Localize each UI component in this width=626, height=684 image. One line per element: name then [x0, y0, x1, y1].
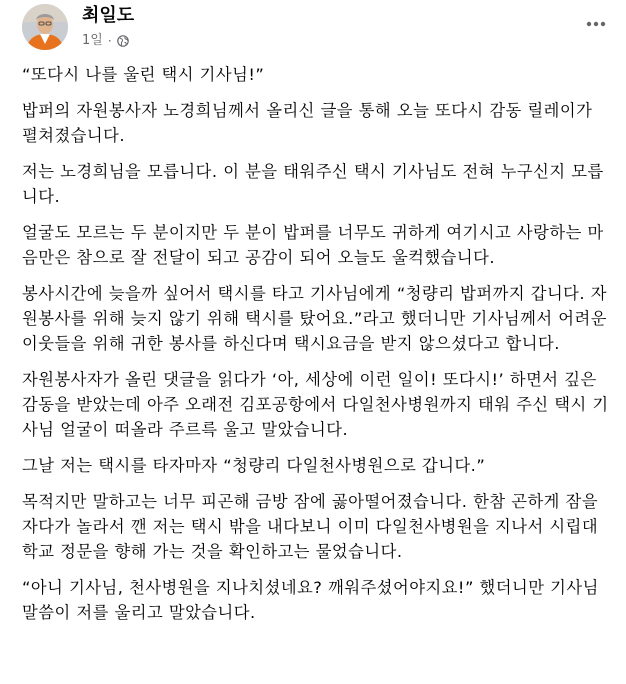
post-paragraph: 저는 노경희님을 모릅니다. 이 분을 태워주신 택시 기사님도 전혀 누구신지 모릅니다.	[22, 162, 604, 206]
post-meta	[82, 32, 129, 50]
post-paragraph: “또다시 나를 울린 택시 기사님!”	[22, 65, 265, 84]
post-paragraph: 그날 저는 택시를 타자마자 “청량리 다일천사병원으로 갑니다.”	[22, 456, 486, 475]
post-paragraph: “아니 기사님, 천사병원을 지나치셨네요? 깨워주셨어야지요!” 했더니만 기사님 말씀이 저를 울리고 말았습니다.	[22, 578, 599, 622]
more-options-button[interactable]	[578, 6, 614, 42]
post-paragraph: 얼굴도 모르는 두 분이지만 두 분이 밥퍼를 너무도 귀하게 여기시고 사랑하는 마음만은 참으로 잘 전달이 되고 공감이 되어 오늘도 울컥했습니다.	[22, 223, 604, 267]
post-header	[18, 0, 618, 60]
meta-separator: ·	[107, 34, 112, 48]
post-paragraph: 밥퍼의 자원봉사자 노경희님께서 올리신 글을 통해 오늘 또다시 감동 릴레이가 펼쳐졌습니다.	[22, 101, 593, 145]
avatar[interactable]	[22, 4, 68, 50]
globe-icon[interactable]	[117, 35, 129, 47]
author-name[interactable]: 최일도	[82, 5, 135, 26]
post-paragraph: 자원봉사자가 올린 댓글을 읽다가 ‘아, 세상에 이런 일이! 또다시!’ 하면서 깊은 감동을 받았는데 아주 오래전 김포공항에서 다일천사병원까지 태워 주신 택시 기사님 얼굴이 떠올라 주르륵 울고 말았습니다.	[22, 370, 609, 439]
profile-photo	[22, 4, 68, 50]
post-paragraph: 목적지만 말하고는 너무 피곤해 금방 잠에 곯아떨어졌습니다. 한참 곤하게 잠을 자다가 놀라서 깬 저는 택시 밖을 내다보니 이미 다일천사병원을 지나서 시립대학교 정문을 향해 가는 것을 확인하고는 물었습니다.	[22, 492, 599, 561]
post-text	[22, 62, 610, 636]
post-paragraph: 봉사시간에 늦을까 싶어서 택시를 타고 기사님에게 “청량리 밥퍼까지 갑니다. 자원봉사를 위해 늦지 않기 위해 택시를 탔어요.”라고 했더니만 기사님께서 어려운 이웃들을 위해 귀한 봉사를 하신다며 택시요금을 받지 않으셨다고 합니다.	[22, 284, 607, 353]
post-time[interactable]: 1일	[82, 33, 103, 48]
more-horizontal-icon	[586, 21, 606, 27]
